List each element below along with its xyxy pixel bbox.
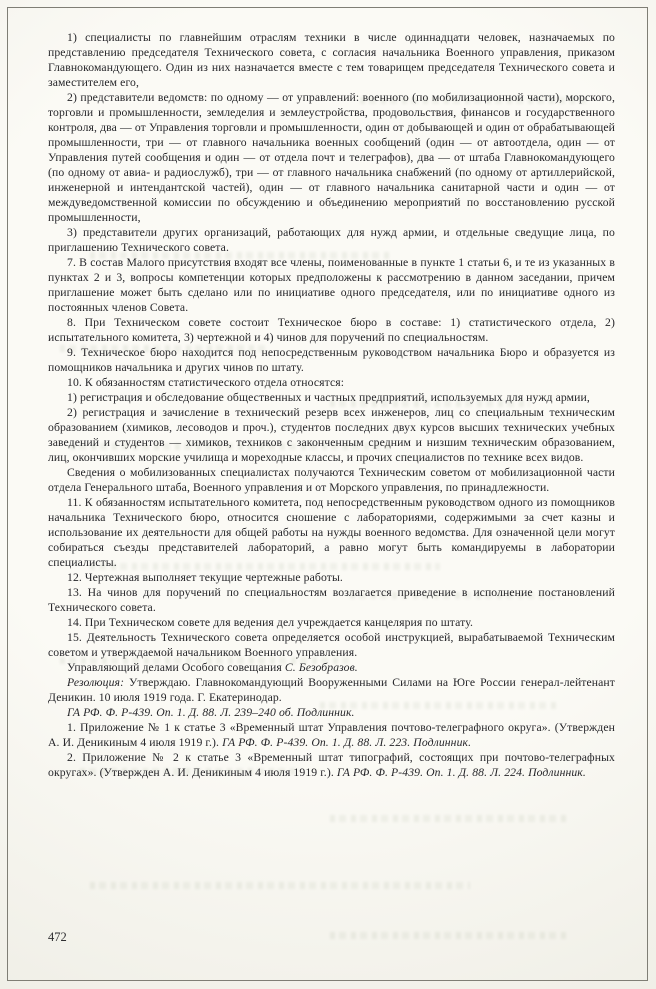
- signature-name: С. Безобразов.: [284, 661, 358, 674]
- signature-line: [48, 660, 615, 675]
- signature-role: Управляющий делами Особого совещания: [67, 661, 282, 674]
- body-paragraph: 13. На чинов для поручений по специальностям возлагается приведение в исполнение постановлений Технического совета.: [48, 586, 615, 614]
- body-paragraph: 8. При Техническом совете состоит Техническое бюро в составе: 1) статистического отдела, 2) испытательного комитета, 3) чертежной и 4) чинов для поручений по специальностям.: [48, 316, 615, 344]
- bleedthrough-artifact: [330, 815, 570, 822]
- body-paragraph: 9. Техническое бюро находится под непосредственным руководством начальника Бюро и образуется из помощников начальника и других чинов по штату.: [48, 346, 615, 374]
- footnote: [48, 720, 615, 750]
- bleedthrough-artifact: [90, 882, 470, 889]
- footnote-archive-reference: ГА РФ. Ф. Р-439. Оп. 1. Д. 88. Л. 224. Подлинник.: [336, 766, 586, 779]
- body-paragraph: 11. К обязанностям испытательного комитета, под непосредственным руководством одного из помощников начальника Технического бюро, относится сношение с лабораториями, содержимыми за счет казны и использование их деятельности для общей работы на нужды военного ведомства. Для означенной цели могут собираться съезды представителей лабораторий, а равно могут быть командируемы в лаборатории специалисты.: [48, 496, 615, 569]
- body-paragraph: 7. В состав Малого присутствия входят все члены, поименованные в пункте 1 статьи 6, и те из указанных в пунктах 2 и 3, вопросы компетенции которых предположены к рассмотрению в данном заседании, причем приглашение может быть сделано или по инициативе одного председателя, или по инициативе одного из постоянных членов Совета.: [48, 256, 615, 314]
- resolution-paragraph: [48, 675, 615, 705]
- resolution-text: Утверждаю. Главнокомандующий Вооруженными Силами на Юге России генерал-лейтенант Деникин. 10 июля 1919 года. Г. Екатеринодар.: [48, 676, 615, 704]
- body-paragraph: 1) специалисты по главнейшим отраслям техники в числе одиннадцати человек, назначаемых по представлению председателя Технического совета, с согласия начальника Военного управления, приказом Главнокомандующего. Один из них назначается вместе с тем товарищем председателя Технического совета и заместителем его,: [48, 31, 615, 89]
- bleedthrough-artifact: [330, 932, 570, 939]
- document-text: [48, 30, 615, 780]
- footnote-text: 1. Приложение № 1 к статье 3 «Временный штат Управления почтово-телеграфного округа». (Утвержден А. И. Деникиным 4 июля 1919 г.).: [48, 721, 615, 749]
- archive-reference: ГА РФ. Ф. Р-439. Оп. 1. Д. 88. Л. 239–240 об. Подлинник.: [67, 706, 355, 719]
- body-paragraph: 2) представители ведомств: по одному — от управлений: военного (по мобилизационной части), морского, торговли и промышленности, земледелия и землеустройства, продовольствия, финансов и государственного контроля, два — от Управления торговли и промышленности, один от добывающей и один от обрабатывающей промышленности, три — от главного начальника военных сообщений (один — от автоотдела, один — от Управления путей сообщения и один — от отдела почт и телеграфов), два — от штаба Главнокомандующего (по одному от авиа- и радиослужб), три — от главного начальника снабжений (по одному от артиллерийской, инженерной и интендантской частей), один — от главного начальника санитарной части и один — от междуведомственной комиссии по обсуждению и объединению мероприятий по восстановлению русской промышленности,: [48, 91, 615, 224]
- body-paragraph: Сведения о мобилизованных специалистах получаются Техническим советом от мобилизационной части отдела Генерального штаба, Военного управления и от Морского управления, по принадлежности.: [48, 466, 615, 494]
- body-paragraph: 1) регистрация и обследование общественных и частных предприятий, используемых для нужд армии,: [67, 391, 590, 404]
- body-paragraph: 12. Чертежная выполняет текущие чертежные работы.: [67, 571, 343, 584]
- footnote-archive-reference: ГА РФ. Ф. Р-439. Оп. 1. Д. 88. Л. 223. Подлинник.: [222, 736, 472, 749]
- footnote: [48, 750, 615, 780]
- page-number: 472: [48, 930, 67, 944]
- body-paragraph: 10. К обязанностям статистического отдела относятся:: [67, 376, 345, 389]
- body-paragraph: 15. Деятельность Технического совета определяется особой инструкцией, вырабатываемой Техническим советом и утверждаемой начальником Военного управления.: [48, 631, 615, 659]
- resolution-label: Резолюция:: [67, 676, 125, 689]
- footnote-text: 2. Приложение № 2 к статье 3 «Временный штат типографий, состоящих при почтово-телеграфных округах». (Утвержден А. И. Деникиным 4 июля 1919 г.).: [48, 751, 615, 779]
- body-paragraph: 3) представители других организаций, работающих для нужд армии, и отдельные сведущие лица, по приглашению Технического совета.: [48, 226, 615, 254]
- body-paragraph: 14. При Техническом совете для ведения дел учреждается канцелярия по штату.: [67, 616, 473, 629]
- body-paragraph: 2) регистрация и зачисление в технический резерв всех инженеров, лиц со специальным техническим образованием (химиков, лесоводов и проч.), студентов последних двух курсов высших технических учебных заведений и студентов — химиков, техников с законченным средним и низшим техническим образованием, лиц, окончивших морские училища и мореходные классы, и прочих специалистов по технике всех видов.: [48, 406, 615, 464]
